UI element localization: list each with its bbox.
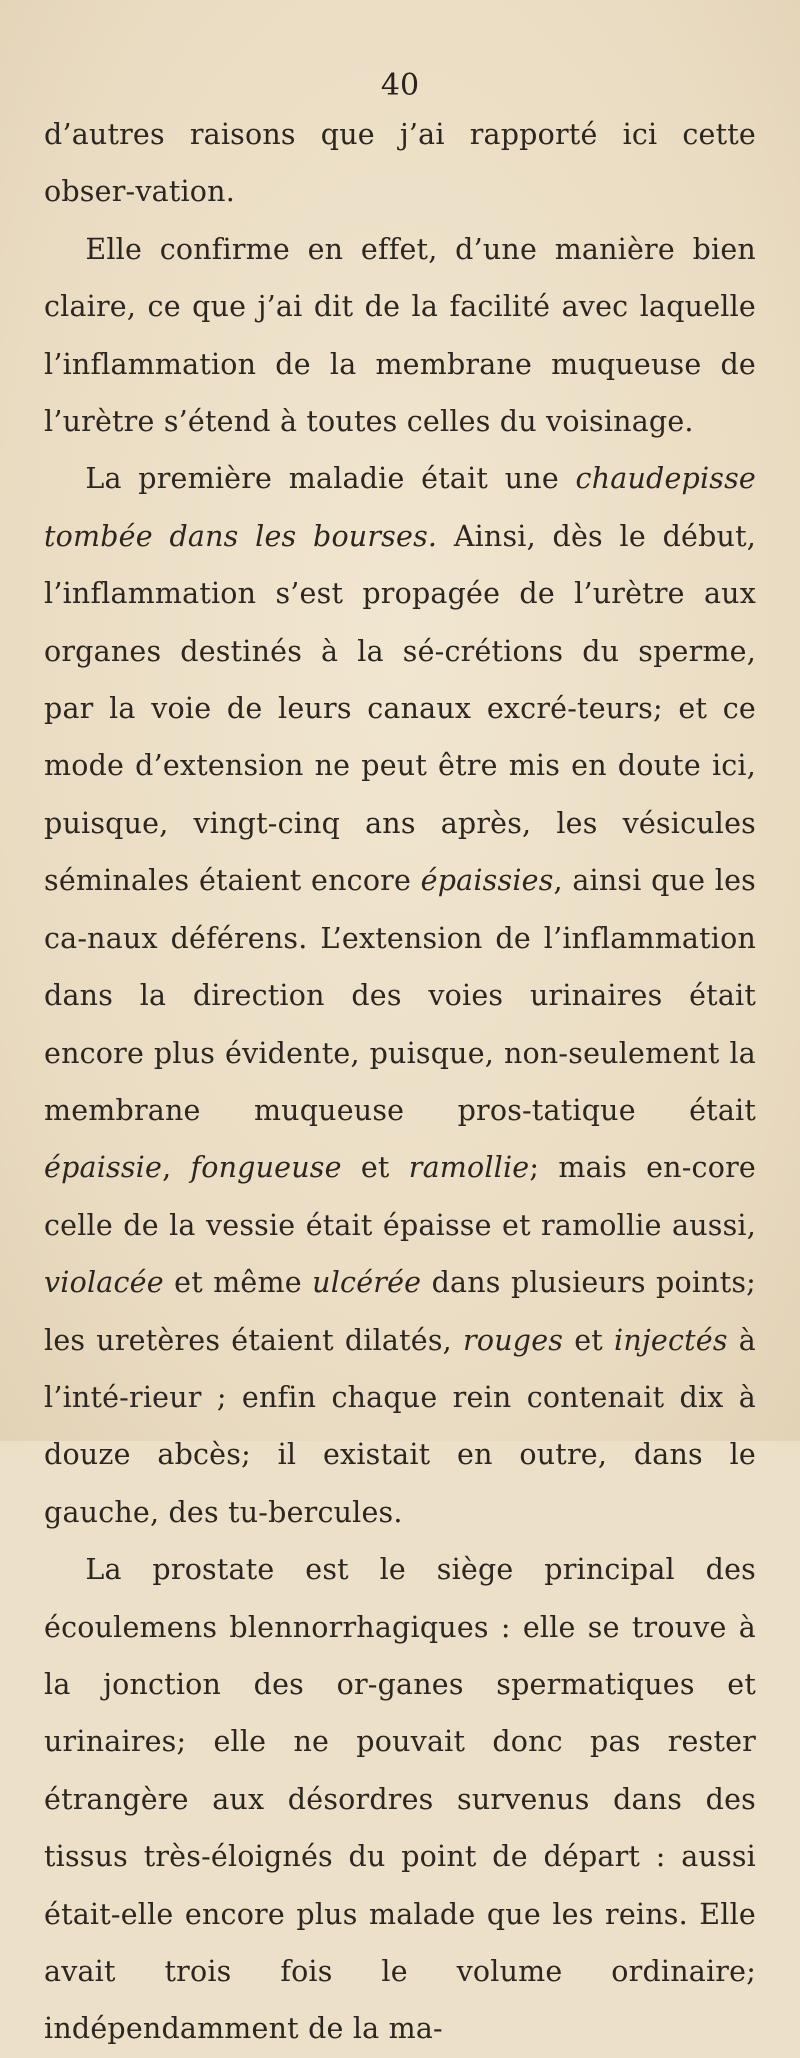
italic-run: fongueuse	[190, 1151, 342, 1185]
italic-run: ramollie	[408, 1151, 530, 1185]
text-run: à l’inté-rieur ; enfin chaque rein contenait dix à douze abcès; il existait en outre, dans le gauche, des tu-bercules.	[44, 1323, 756, 1529]
text-run: Elle confirme en effet, d’une manière bien claire, ce que j’ai dit de la facilité avec laquelle l’inflammation de la membrane muqueuse de l’urètre s’étend à toutes celles du voisinage.	[44, 232, 756, 439]
body-text	[44, 106, 756, 2058]
text-run: et même	[163, 1266, 313, 1300]
text-run: La prostate est le siège principal des écoulemens blennorrhagiques : elle se trouve à la jonction des or-ganes spermatiques et urinaires; elle ne pouvait donc pas rester étrangère aux désordres survenus dans des tissus très-éloignés du point de départ : aussi était-elle encore plus malade que les reins. Elle avait trois fois le volume ordinaire; indépendamment de la ma-	[44, 1553, 756, 2046]
italic-run: ulcérée	[312, 1266, 422, 1300]
paragraph	[44, 450, 756, 1541]
italic-run: injectés	[614, 1323, 728, 1357]
paragraph	[44, 1541, 756, 2058]
page-number: 40	[380, 68, 420, 103]
paragraph	[44, 106, 756, 221]
paragraph	[44, 221, 756, 451]
text-run: La première maladie était une	[85, 462, 576, 496]
italic-run: chaudepisse tombée dans les bourses.	[44, 462, 756, 553]
text-run: ; mais en-core celle de la vessie était épaisse et ramollie aussi,	[44, 1151, 756, 1242]
italic-run: épaissie	[44, 1151, 163, 1185]
text-run: ,	[162, 1151, 191, 1185]
text-run: Ainsi, dès le début, l’inflammation s’est propagée de l’urètre aux organes destinés à la sé-crétions du sperme, par la voie de leurs canaux excré-teurs; et ce mode d’extension ne peut être mis en doute ici, puisque, vingt-cinq ans après, les vésicules séminales étaient encore	[44, 519, 756, 898]
italic-run: rouges	[463, 1323, 564, 1357]
italic-run: épaissies	[420, 864, 554, 898]
text-run: et	[341, 1151, 409, 1185]
text-run: d’autres raisons que j’ai rapporté ici cette obser-vation.	[44, 118, 756, 209]
italic-run: violacée	[44, 1266, 164, 1300]
text-run: dans plusieurs points; les uretères étaient dilatés,	[44, 1266, 756, 1357]
text-run: et	[563, 1323, 615, 1357]
text-run: , ainsi que les ca-naux déférens. L’extension de l’inflammation dans la direction des voies urinaires était encore plus évidente, puisque, non-seulement la membrane muqueuse pros-tatique était	[44, 864, 756, 1127]
